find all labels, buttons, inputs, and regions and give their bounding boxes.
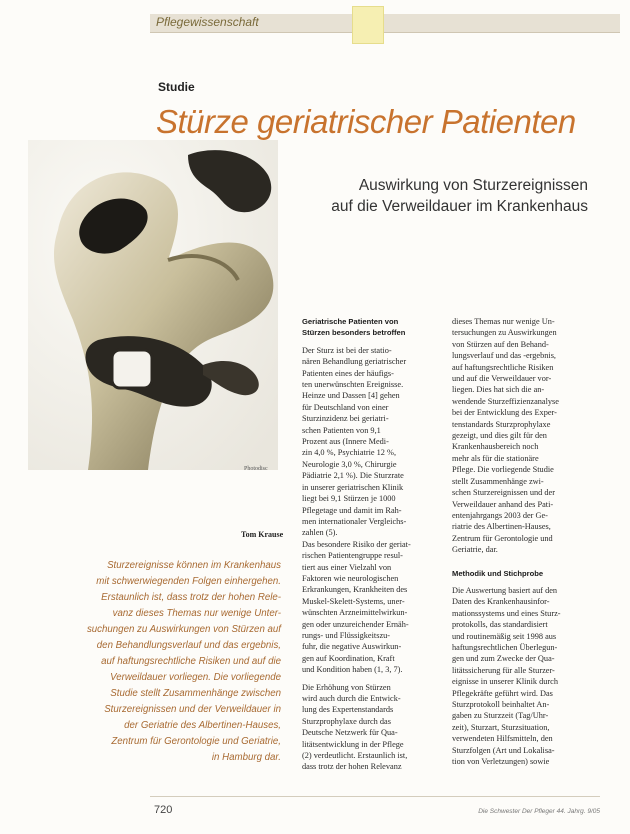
article-kicker: Studie [158, 80, 195, 94]
body-line: Zentrum für Gerontologie und [452, 533, 553, 543]
lead-line: Zentrum für Gerontologie und Geriatrie, [111, 736, 281, 747]
body-line: auf haftungsrechtliche Risiken [452, 362, 554, 372]
lead-line: auf haftungsrechtliche Risiken und auf die [101, 656, 281, 667]
body-line: zeit), Sturzart, Sturzsituation, [452, 722, 550, 732]
body-line: schen Sturzereignissen und der [452, 488, 555, 498]
body-line: schen Patienten von 9,1 [302, 425, 381, 435]
body-line: tenstandards Sturzprophylaxe [452, 419, 551, 429]
body-line: Pädiatrie 2,1 %). Die Sturzrate [302, 471, 404, 481]
body-line: gaben zu Sturzzeit (Tag/Uhr- [452, 711, 549, 721]
body-line: mationssystems und eines Sturz- [452, 608, 561, 618]
body-line: gen oder unzureichender Ernäh- [302, 619, 409, 629]
body-line: gen und zum Zwecke der Qua- [452, 654, 555, 664]
journal-reference: Die Schwester Der Pfleger 44. Jahrg. 9/05 [478, 808, 600, 815]
hook-illustration [28, 140, 278, 470]
body-line: entenjahrgangs 2003 der Ge- [452, 510, 548, 520]
body-line: wendende Sturzeffizienzanalyse [452, 396, 559, 406]
body-line: Verweildauer anhand des Pati- [452, 499, 554, 509]
lead-line: Verweildauer vorliegen. Die vorliegende [110, 672, 281, 683]
body-line: Prozent aus (Innere Medi- [302, 437, 389, 447]
body-line: zahlen (5). [302, 528, 338, 538]
lead-line: der Geriatrie des Albertinen-Hauses, [124, 720, 281, 731]
lead-line: Sturzereignissen und der Verweildauer in [104, 704, 281, 715]
subtitle-line: auf die Verweildauer im Krankenhaus [331, 198, 588, 215]
body-line: gezeigt, und dies gilt für den [452, 431, 547, 441]
body-line: men internationaler Vergleichs- [302, 516, 407, 526]
body-line: Das besondere Risiko der geriat- [302, 539, 411, 549]
body-line: litätssicherung für alle Sturzer- [452, 665, 555, 675]
body-column-2 [452, 316, 592, 767]
body-line: Krankenhausbereich noch [452, 442, 539, 452]
body-line: litätsentwicklung in der Pflege [302, 739, 404, 749]
body-line: nären Behandlung geriatrischer [302, 357, 407, 367]
lead-line: Studie stellt Zusammenhänge zwischen [110, 688, 281, 699]
section-label: Pflegewissenschaft [156, 15, 259, 29]
body-line: Sturzprophylaxe durch das [302, 716, 391, 726]
body-line: verwendeten Hilfsmitteln, den [452, 734, 553, 744]
body-line: in unserer geriatrischen Klinik [302, 482, 404, 492]
body-line: und Kondition haben (1, 3, 7). [302, 665, 403, 675]
body-line: bei der Entwicklung des Exper- [452, 408, 557, 418]
body-line: wünschten Arzneimittelwirkun- [302, 608, 408, 618]
body-line: Sturzfolgen (Art und Lokalisa- [452, 745, 555, 755]
article-author: Tom Krause [241, 530, 284, 539]
body-line: Sturzprotokoll beinhaltet An- [452, 700, 550, 709]
body-line: liegt bei 9,1 Stürzen je 1000 [302, 494, 396, 504]
body-line: tion von Verletzungen) sowie [452, 757, 550, 767]
lead-line: vanz dieses Themas nur wenige Unter- [112, 608, 281, 619]
body-line: Sturzinzidenz bei geriatri- [302, 414, 389, 424]
article-subtitle [268, 175, 588, 217]
body-line: rischen Patientengruppe resul- [302, 551, 403, 561]
body-line: dass trotz der hohen Relevanz [302, 762, 402, 772]
body-line: mehr als für die stationäre [452, 453, 539, 463]
body-line: eignisse in unserer Klinik durch [452, 677, 558, 687]
body-line: Daten des Krankenhausinfor- [452, 597, 550, 607]
body-line: Der Sturz ist bei der statio- [302, 345, 392, 355]
column-heading: Geriatrische Patienten von [302, 317, 399, 326]
body-line: Pflegetage und damit im Rah- [302, 505, 402, 515]
article-title: Stürze geriatrischer Patienten [156, 103, 576, 140]
body-line: protokolls, das standardisiert [452, 620, 548, 630]
lead-line: mit schwerwiegenden Folgen einhergehen. [96, 576, 281, 587]
body-line: von Stürzen auf den Behand- [452, 339, 549, 349]
body-line: wird auch durch die Entwick- [302, 694, 401, 703]
body-line: riatrie des Albertinen-Hauses, [452, 522, 551, 532]
lead-line: den Behandlungsverlauf und das ergebnis, [96, 640, 281, 651]
body-line: Die Auswertung basiert auf den [452, 585, 558, 595]
lead-line: suchungen zu Auswirkungen von Stürzen auf [86, 624, 281, 635]
photo-credit: Photodisc [244, 466, 268, 472]
body-line: Geriatrie, dar. [452, 545, 498, 555]
body-line: rungs- und Flüssigkeitszu- [302, 630, 391, 640]
header-accent-square [352, 6, 384, 44]
subtitle-line: Auswirkung von Sturzereignissen [358, 177, 588, 194]
body-line: Heinze und Dassen [4] gehen [302, 391, 400, 401]
body-line: lung des Expertenstandards [302, 705, 394, 715]
body-line: Die Erhöhung von Stürzen [302, 682, 391, 692]
body-line: Muskel-Skelett-Systems, uner- [302, 596, 405, 606]
lead-line: in Hamburg dar. [211, 752, 281, 763]
lead-line: Erstaunlich ist, dass trotz der hohen Rele- [101, 592, 281, 603]
body-line: tersuchungen zu Auswirkungen [452, 328, 557, 338]
body-line: Neurologie 3,0 %, Chirurgie [302, 459, 397, 469]
body-line: fuhr, die negative Auswirkun- [302, 642, 402, 652]
body-line: dieses Themas nur wenige Un- [452, 317, 555, 326]
page-number: 720 [154, 804, 173, 816]
body-column-1 [302, 316, 440, 773]
body-line: und auf die Verweildauer vor- [452, 374, 552, 384]
body-line: Deutsche Netzwerk für Qua- [302, 728, 398, 738]
body-line: Patienten eines der häufigs- [302, 368, 394, 378]
body-line: stellt Zusammenhänge zwi- [452, 476, 544, 486]
body-line: lungsverlauf und das -ergebnis, [452, 351, 556, 361]
body-line: (2) verdeutlicht. Erstaunlich ist, [302, 751, 408, 761]
body-line: für Deutschland von einer [302, 402, 389, 412]
body-line: liegen. Dies hat sich die an- [452, 385, 545, 395]
body-line: gen auf Koordination, Kraft [302, 653, 395, 663]
body-line: Pflegekräfte geführt wird. Das [452, 688, 553, 698]
body-line: tiert aus einer Vielzahl von [302, 562, 392, 572]
footer-rule [150, 796, 600, 797]
article-lead [76, 558, 281, 766]
body-line: haftungsrechtlichen Überlegun- [452, 642, 558, 652]
body-line: und routinemäßig seit 1998 aus [452, 631, 557, 641]
body-line: Erkrankungen, Krankheiten des [302, 585, 408, 595]
body-line: Pflege. Die vorliegende Studie [452, 465, 554, 475]
column-heading: Stürzen besonders betroffen [302, 328, 406, 338]
hook-photo [28, 140, 278, 470]
body-line: Faktoren wie neurologischen [302, 573, 399, 583]
body-line: ten unerwünschten Ereignisse. [302, 380, 404, 390]
column-heading: Methodik und Stichprobe [452, 568, 544, 578]
body-line: zin 4,0 %, Psychiatrie 12 %, [302, 448, 397, 458]
lead-line: Sturzereignisse können im Krankenhaus [107, 560, 281, 571]
